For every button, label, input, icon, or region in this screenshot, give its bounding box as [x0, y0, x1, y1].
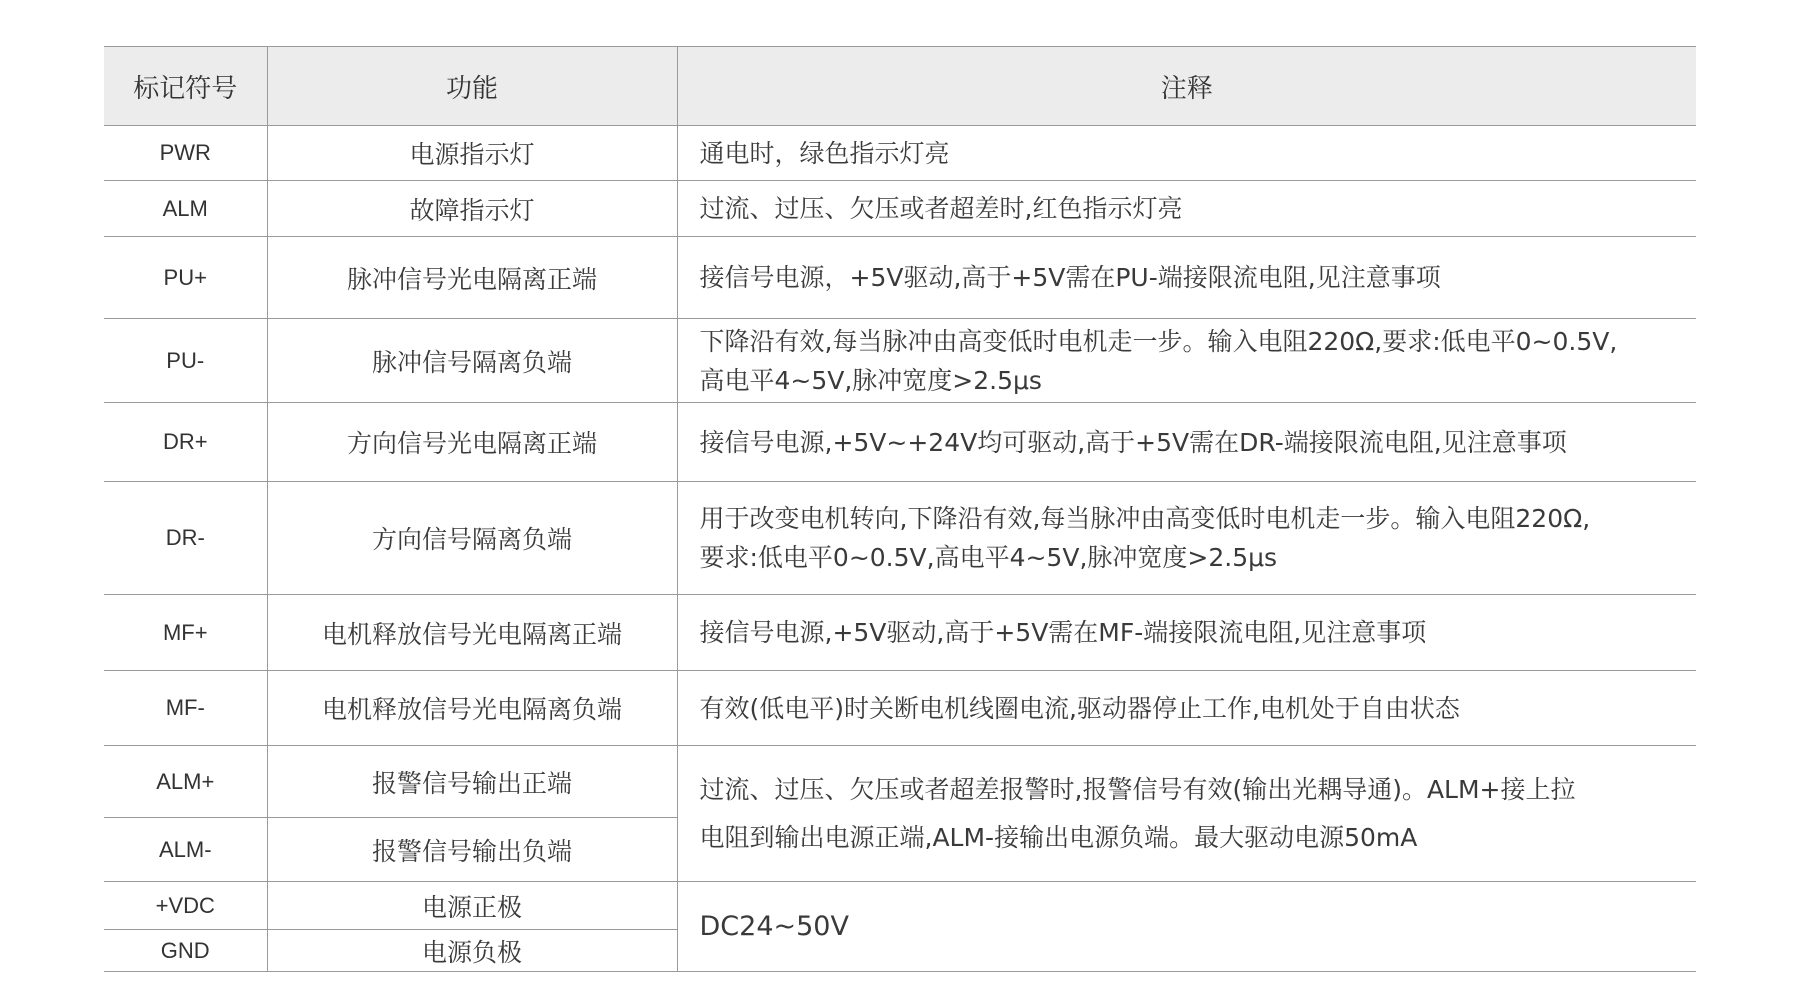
symbol-cell: ALM+ [104, 746, 267, 818]
symbol-cell: PU- [104, 319, 267, 403]
table-row [104, 482, 1696, 595]
terminal-spec-table [104, 46, 1696, 972]
function-cell: 电机释放信号光电隔离负端 [267, 671, 677, 746]
note-line: 要求:低电平0~0.5V,高电平4~5V,脉冲宽度>2.5μs [699, 543, 1278, 572]
function-cell: 故障指示灯 [267, 181, 677, 237]
function-cell: 电源正极 [267, 882, 677, 930]
function-cell: 电源负极 [267, 930, 677, 972]
function-cell: 电机释放信号光电隔离正端 [267, 595, 677, 671]
header-note: 注释 [677, 47, 1696, 126]
note-line: 电阻到输出电源正端,ALM-接输出电源负端。最大驱动电源50mA [699, 822, 1418, 852]
function-cell: 报警信号输出负端 [267, 818, 677, 882]
symbol-cell: DR- [104, 482, 267, 595]
table-row [104, 181, 1696, 237]
table-row [104, 671, 1696, 746]
symbol-cell: PWR [104, 126, 267, 181]
table-row [104, 746, 1696, 818]
note-cell: 有效(低电平)时关断电机线圈电流,驱动器停止工作,电机处于自由状态 [677, 671, 1696, 746]
symbol-cell: DR+ [104, 403, 267, 482]
symbol-cell: GND [104, 930, 267, 972]
note-line: 下降沿有效,每当脉冲由高变低时电机走一步。输入电阻220Ω,要求:低电平0~0.5V, [699, 326, 1618, 356]
table-row [104, 126, 1696, 181]
alarm-note-cell [677, 746, 1696, 882]
function-cell: 方向信号光电隔离正端 [267, 403, 677, 482]
table-row [104, 595, 1696, 671]
note-cell: 接信号电源,+5V驱动,高于+5V需在MF-端接限流电阻,见注意事项 [677, 595, 1696, 671]
table-header-row [104, 47, 1696, 126]
table-row [104, 319, 1696, 403]
note-cell: 通电时，绿色指示灯亮 [677, 126, 1696, 181]
function-cell: 脉冲信号光电隔离正端 [267, 237, 677, 319]
table-row [104, 882, 1696, 930]
function-cell: 方向信号隔离负端 [267, 482, 677, 595]
symbol-cell: MF+ [104, 595, 267, 671]
symbol-cell: MF- [104, 671, 267, 746]
symbol-cell: PU+ [104, 237, 267, 319]
note-line: 高电平4~5V,脉冲宽度>2.5μs [699, 365, 1042, 395]
symbol-cell: ALM [104, 181, 267, 237]
symbol-cell: ALM- [104, 818, 267, 882]
function-cell: 脉冲信号隔离负端 [267, 319, 677, 403]
note-cell: 接信号电源，+5V驱动,高于+5V需在PU-端接限流电阻,见注意事项 [677, 237, 1696, 319]
header-function: 功能 [267, 47, 677, 126]
note-cell: 过流、过压、欠压或者超差时,红色指示灯亮 [677, 181, 1696, 237]
note-line: 用于改变电机转向,下降沿有效,每当脉冲由高变低时电机走一步。输入电阻220Ω, [699, 504, 1591, 533]
function-cell: 报警信号输出正端 [267, 746, 677, 818]
table-row [104, 237, 1696, 319]
note-cell [677, 482, 1696, 595]
power-note-cell: DC24~50V [677, 882, 1696, 972]
header-symbol: 标记符号 [104, 47, 267, 126]
table-row [104, 403, 1696, 482]
symbol-cell: +VDC [104, 882, 267, 930]
note-cell [677, 319, 1696, 403]
note-cell: 接信号电源,+5V~+24V均可驱动,高于+5V需在DR-端接限流电阻,见注意事项 [677, 403, 1696, 482]
function-cell: 电源指示灯 [267, 126, 677, 181]
note-line: 过流、过压、欠压或者超差报警时,报警信号有效(输出光耦导通)。ALM+接上拉 [699, 774, 1576, 804]
